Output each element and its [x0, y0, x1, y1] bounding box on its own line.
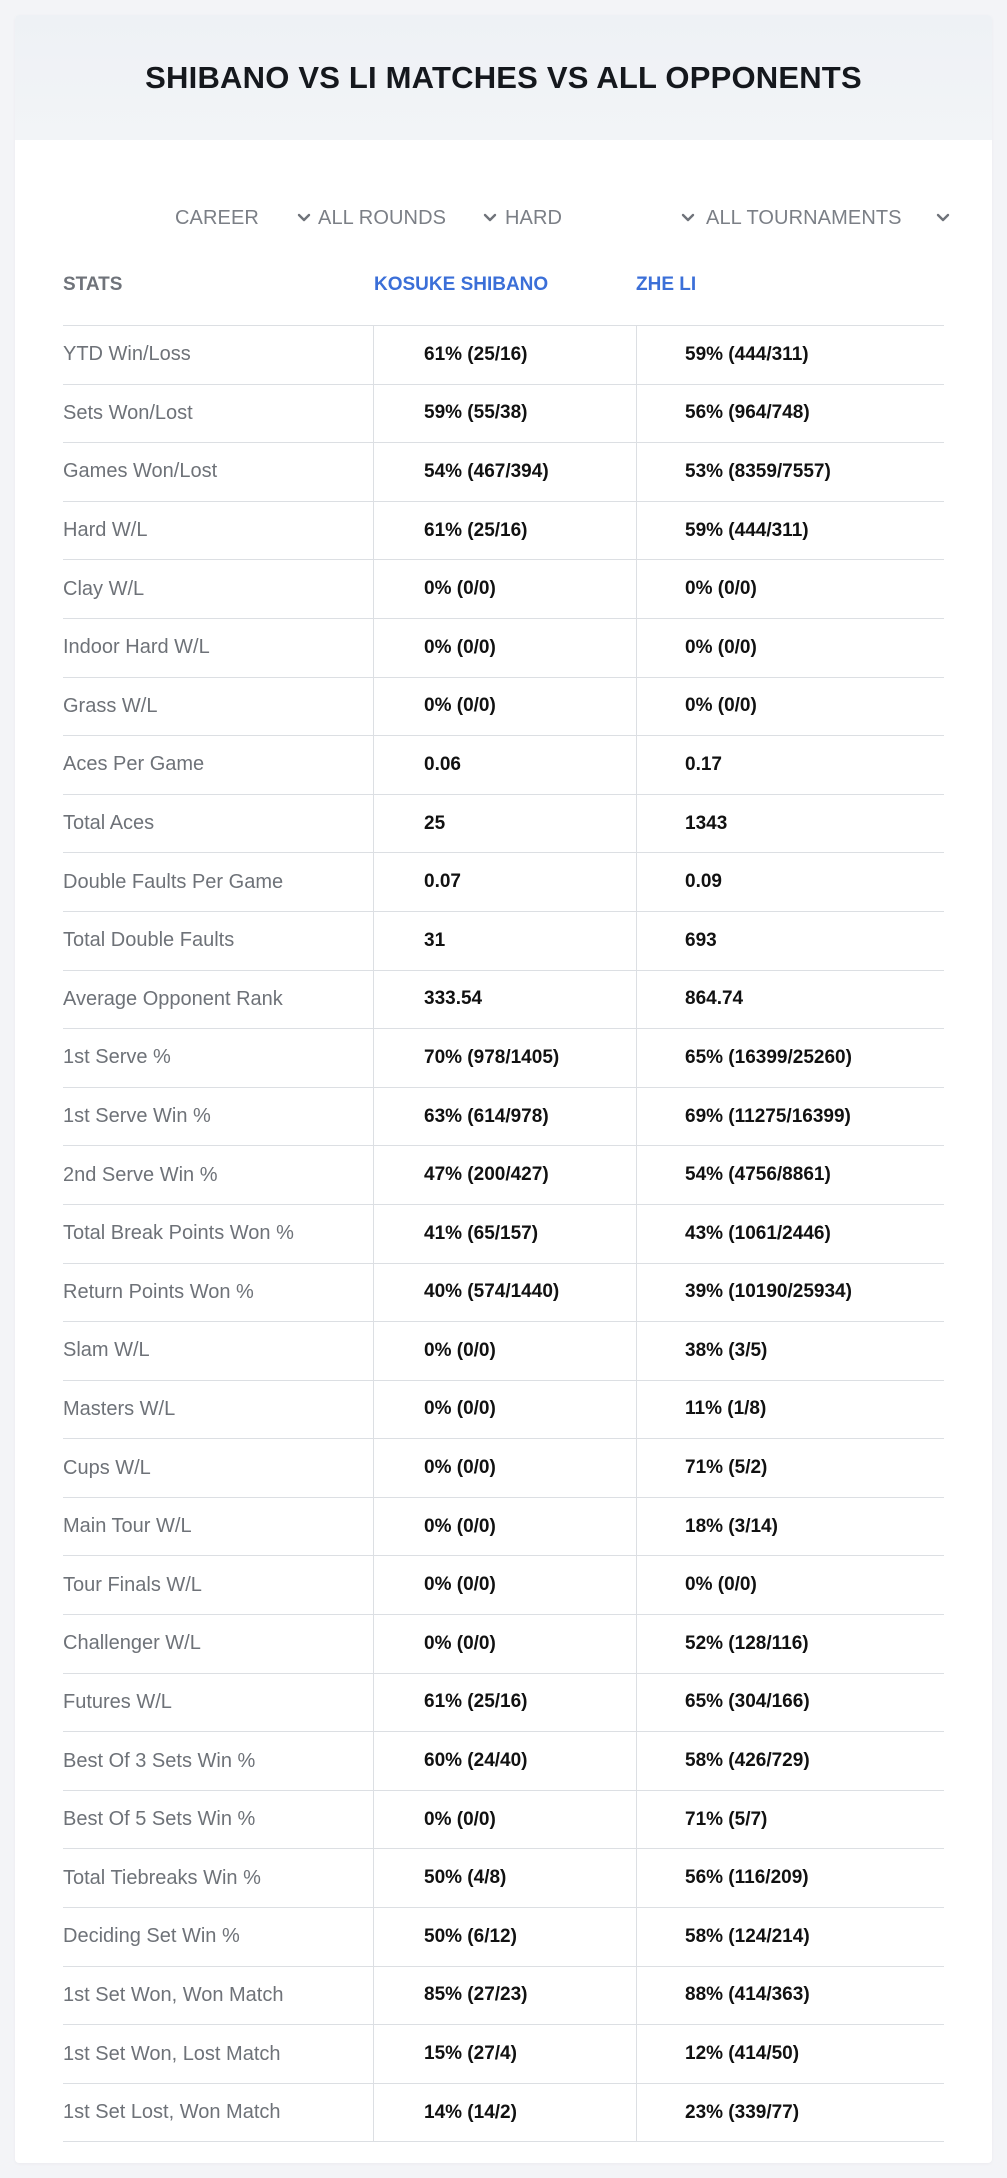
table-row [63, 2084, 944, 2143]
stat-label: Challenger W/L [63, 1632, 201, 1655]
table-row [63, 1791, 944, 1850]
player2-stat-value: 0% (0/0) [636, 619, 944, 677]
table-row [63, 1674, 944, 1733]
table-row [63, 619, 944, 678]
player2-stat-value: 39% (10190/25934) [636, 1264, 944, 1322]
filter-bar [15, 188, 992, 248]
player2-stat-value: 56% (116/209) [636, 1849, 944, 1907]
table-row [63, 736, 944, 795]
stat-label: 1st Serve Win % [63, 1105, 211, 1128]
stat-label: Slam W/L [63, 1339, 150, 1362]
table-row [63, 971, 944, 1030]
filter-period-value: CAREER [175, 206, 259, 229]
player2-stat-value: 864.74 [636, 971, 944, 1029]
player2-stat-value: 0% (0/0) [636, 1556, 944, 1614]
player2-stat-value: 69% (11275/16399) [636, 1088, 944, 1146]
player2-stat-value: 54% (4756/8861) [636, 1146, 944, 1204]
table-row [63, 443, 944, 502]
player1-stat-value: 47% (200/427) [373, 1146, 636, 1204]
table-row [63, 853, 944, 912]
table-row [63, 1556, 944, 1615]
player2-stat-value: 53% (8359/7557) [636, 443, 944, 501]
filter-surface-dropdown[interactable] [505, 188, 696, 248]
table-row [63, 1264, 944, 1323]
stat-label: Aces Per Game [63, 753, 205, 776]
player2-stat-value: 59% (444/311) [636, 502, 944, 560]
player2-stat-value: 1343 [636, 795, 944, 853]
player1-stat-value: 50% (6/12) [373, 1908, 636, 1966]
player1-stat-value: 0.06 [373, 736, 636, 794]
table-row [63, 385, 944, 444]
chevron-down-icon [680, 210, 696, 226]
player2-stat-value: 59% (444/311) [636, 326, 944, 384]
stat-label: Deciding Set Win % [63, 1925, 240, 1948]
table-row [63, 795, 944, 854]
player1-stat-value: 63% (614/978) [373, 1088, 636, 1146]
player1-stat-value: 15% (27/4) [373, 2025, 636, 2083]
player1-stat-value: 0% (0/0) [373, 1322, 636, 1380]
table-header [63, 245, 944, 325]
stats-table [63, 325, 944, 2142]
filter-tournament-value: ALL TOURNAMENTS [706, 206, 902, 229]
player2-stat-value: 693 [636, 912, 944, 970]
player1-stat-value: 61% (25/16) [373, 1674, 636, 1732]
player1-stat-value: 25 [373, 795, 636, 853]
player1-stat-value: 54% (467/394) [373, 443, 636, 501]
stat-label: Total Tiebreaks Win % [63, 1866, 261, 1889]
player2-stat-value: 18% (3/14) [636, 1498, 944, 1556]
table-row [63, 1146, 944, 1205]
player1-stat-value: 0% (0/0) [373, 1615, 636, 1673]
player1-stat-value: 31 [373, 912, 636, 970]
table-row [63, 1498, 944, 1557]
table-row [63, 1967, 944, 2026]
stat-label: Hard W/L [63, 519, 148, 542]
table-row [63, 1205, 944, 1264]
stat-label: Best Of 3 Sets Win % [63, 1749, 256, 1772]
stat-label: Games Won/Lost [63, 460, 218, 483]
table-row [63, 1615, 944, 1674]
table-row [63, 678, 944, 737]
player1-stat-value: 85% (27/23) [373, 1967, 636, 2025]
stat-label: Best Of 5 Sets Win % [63, 1808, 256, 1831]
chevron-down-icon [935, 210, 951, 226]
stat-label: Tour Finals W/L [63, 1573, 202, 1596]
stat-label: Sets Won/Lost [63, 401, 193, 424]
player1-stat-value: 333.54 [373, 971, 636, 1029]
player2-stat-value: 0% (0/0) [636, 560, 944, 618]
player1-stat-value: 60% (24/40) [373, 1732, 636, 1790]
table-row [63, 560, 944, 619]
filter-round-value: ALL ROUNDS [318, 206, 447, 229]
player1-stat-value: 70% (978/1405) [373, 1029, 636, 1087]
table-row [63, 502, 944, 561]
stat-label: Masters W/L [63, 1397, 176, 1420]
table-row [63, 1322, 944, 1381]
player1-stat-value: 61% (25/16) [373, 326, 636, 384]
stat-label: Double Faults Per Game [63, 870, 284, 893]
player1-stat-value: 0% (0/0) [373, 1381, 636, 1439]
player1-stat-value: 0% (0/0) [373, 1498, 636, 1556]
player1-stat-value: 50% (4/8) [373, 1849, 636, 1907]
stat-label: Clay W/L [63, 577, 145, 600]
stat-label: 1st Set Won, Won Match [63, 1983, 284, 2006]
player2-stat-value: 88% (414/363) [636, 1967, 944, 2025]
player1-stat-value: 0% (0/0) [373, 1556, 636, 1614]
stat-label: 1st Set Won, Lost Match [63, 2042, 281, 2065]
player1-stat-value: 61% (25/16) [373, 502, 636, 560]
player1-stat-value: 0% (0/0) [373, 678, 636, 736]
table-row [63, 326, 944, 385]
player2-stat-value: 0% (0/0) [636, 678, 944, 736]
player2-stat-value: 65% (16399/25260) [636, 1029, 944, 1087]
player1-stat-value: 14% (14/2) [373, 2084, 636, 2142]
table-row [63, 1908, 944, 1967]
table-row [63, 1381, 944, 1440]
stat-label: Grass W/L [63, 694, 158, 717]
stat-label: Total Double Faults [63, 929, 235, 952]
stat-label: 2nd Serve Win % [63, 1163, 218, 1186]
column-header-stats: STATS [63, 274, 123, 295]
stat-label: Return Points Won % [63, 1280, 254, 1303]
table-row [63, 1439, 944, 1498]
player1-stat-value: 40% (574/1440) [373, 1264, 636, 1322]
player2-stat-value: 71% (5/7) [636, 1791, 944, 1849]
stat-label: 1st Serve % [63, 1046, 171, 1069]
table-row [63, 1088, 944, 1147]
column-header-player1-link[interactable]: KOSUKE SHIBANO [374, 274, 549, 295]
stat-label: Average Opponent Rank [63, 987, 283, 1010]
stat-label: Cups W/L [63, 1456, 151, 1479]
table-row [63, 1849, 944, 1908]
player1-stat-value: 0% (0/0) [373, 560, 636, 618]
player2-stat-value: 52% (128/116) [636, 1615, 944, 1673]
player2-stat-value: 0.09 [636, 853, 944, 911]
stat-label: Main Tour W/L [63, 1515, 192, 1538]
player2-stat-value: 43% (1061/2446) [636, 1205, 944, 1263]
player2-stat-value: 0.17 [636, 736, 944, 794]
filter-tournament-dropdown[interactable] [706, 188, 951, 248]
stat-label: Total Break Points Won % [63, 1222, 294, 1245]
player1-stat-value: 0% (0/0) [373, 1439, 636, 1497]
player2-stat-value: 38% (3/5) [636, 1322, 944, 1380]
column-header-player2-link[interactable]: ZHE LI [636, 274, 697, 295]
table-row [63, 1029, 944, 1088]
player2-stat-value: 56% (964/748) [636, 385, 944, 443]
player1-stat-value: 0% (0/0) [373, 1791, 636, 1849]
chevron-down-icon [296, 210, 312, 226]
stats-card [15, 15, 992, 2163]
page-title: SHIBANO VS LI MATCHES VS ALL OPPONENTS [145, 59, 862, 95]
stat-label: Indoor Hard W/L [63, 636, 210, 659]
stat-label: Total Aces [63, 812, 155, 835]
table-row [63, 912, 944, 971]
stat-label: YTD Win/Loss [63, 343, 191, 366]
player2-stat-value: 58% (124/214) [636, 1908, 944, 1966]
player2-stat-value: 65% (304/166) [636, 1674, 944, 1732]
player1-stat-value: 59% (55/38) [373, 385, 636, 443]
chevron-down-icon [482, 210, 498, 226]
player2-stat-value: 58% (426/729) [636, 1732, 944, 1790]
filter-round-dropdown[interactable] [318, 188, 498, 248]
player1-stat-value: 41% (65/157) [373, 1205, 636, 1263]
player1-stat-value: 0% (0/0) [373, 619, 636, 677]
stat-label: Futures W/L [63, 1690, 172, 1713]
player1-stat-value: 0.07 [373, 853, 636, 911]
filter-surface-value: HARD [505, 206, 563, 229]
filter-period-dropdown[interactable] [175, 188, 312, 248]
card-header [15, 15, 992, 140]
table-row [63, 1732, 944, 1791]
stat-label: 1st Set Lost, Won Match [63, 2101, 281, 2124]
player2-stat-value: 11% (1/8) [636, 1381, 944, 1439]
player2-stat-value: 23% (339/77) [636, 2084, 944, 2142]
player2-stat-value: 71% (5/2) [636, 1439, 944, 1497]
player2-stat-value: 12% (414/50) [636, 2025, 944, 2083]
table-row [63, 2025, 944, 2084]
